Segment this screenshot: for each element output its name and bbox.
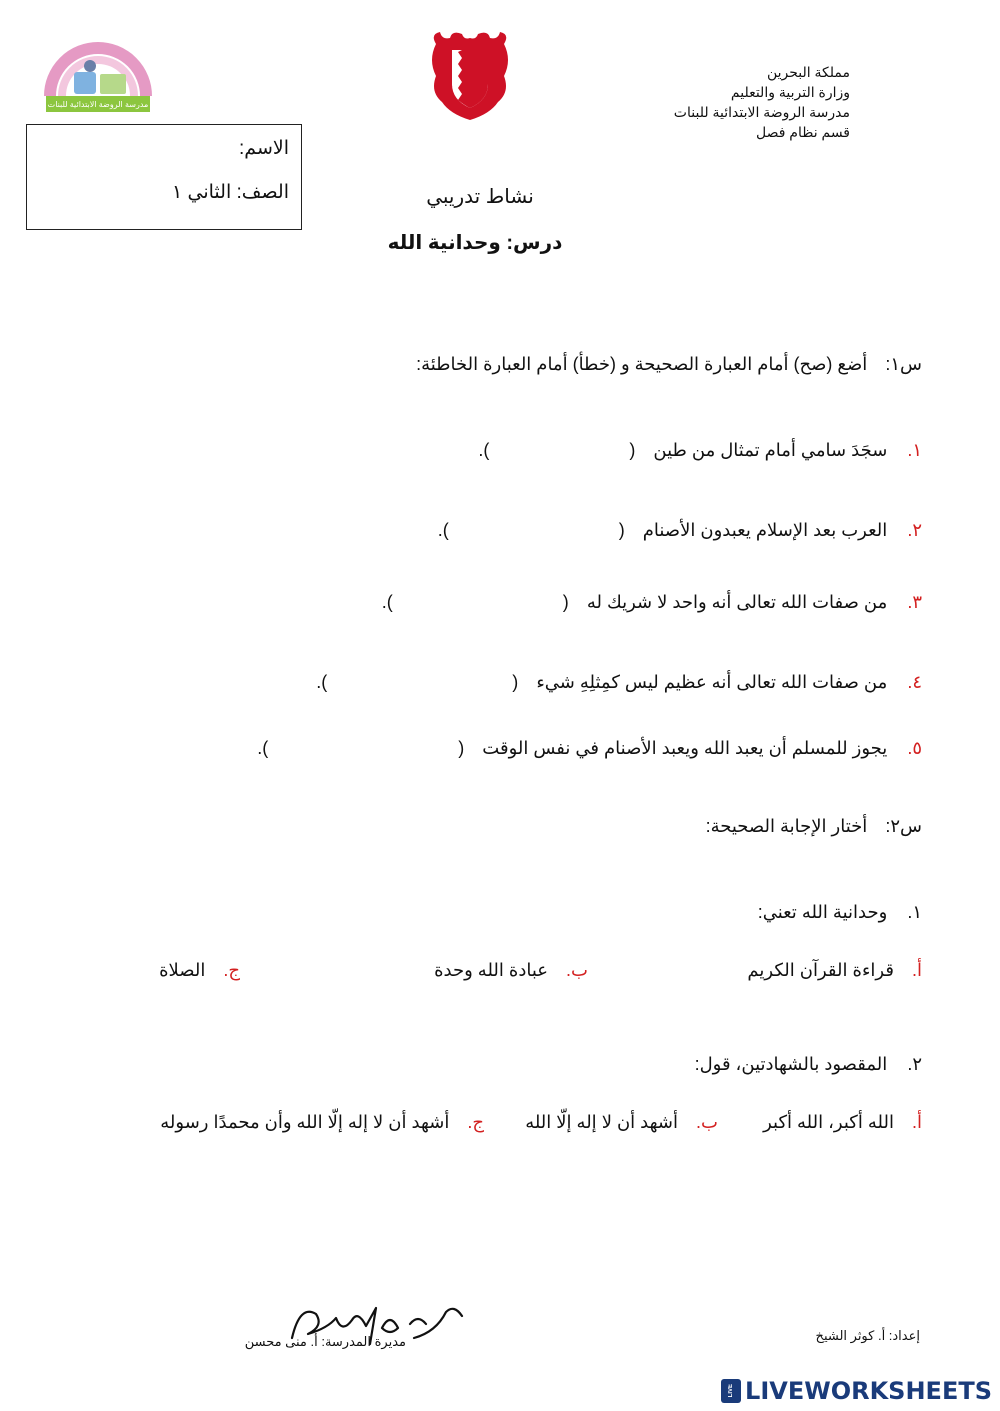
header-line-school: مدرسة الروضة الابتدائية للبنات — [673, 104, 850, 120]
q1-item-number: ٢. — [907, 520, 922, 540]
class-label: الصف: الثاني ١ — [172, 182, 289, 203]
option-text: أشهد أن لا إله إلّا الله — [525, 1112, 679, 1132]
option-letter: أ. — [911, 960, 922, 980]
q2-question-1 — [758, 902, 922, 923]
option-text: الله أكبر، الله أكبر — [763, 1112, 894, 1132]
signature — [286, 1298, 468, 1352]
q2-question-2 — [695, 1054, 922, 1075]
q1-heading — [416, 354, 922, 375]
option-letter: أ. — [911, 1112, 922, 1132]
q1-item-3 — [382, 592, 922, 613]
q2-question-text: وحدانية الله تعني: — [757, 902, 888, 922]
liveworksheets-watermark — [721, 1376, 992, 1406]
q2-question-number: ١. — [907, 902, 922, 922]
q1-item-1 — [478, 440, 922, 461]
q1-item-number: ١. — [907, 440, 922, 460]
q2-q2-option-c[interactable] — [160, 1112, 484, 1133]
q1-item-text: من صفات الله تعالى أنه واحد لا شريك له — [586, 592, 888, 612]
q2-q2-option-b[interactable] — [525, 1112, 718, 1133]
q1-item-2 — [438, 520, 922, 541]
prepared-by: إعداد: أ. كوثر الشيخ — [815, 1328, 920, 1343]
q1-prompt: أضع (صح) أمام العبارة الصحيحة و (خطأ) أمام العبارة الخاطئة: — [416, 354, 868, 374]
q2-heading — [706, 816, 922, 837]
q1-item-close-paren: ). — [381, 592, 393, 612]
q1-item-close-paren: ). — [257, 738, 269, 758]
option-text: قراءة القرآن الكريم — [747, 960, 894, 980]
q1-item-open-paren: ( — [512, 672, 519, 692]
q2-prompt: أختار الإجابة الصحيحة: — [705, 816, 868, 836]
q1-item-text: من صفات الله تعالى أنه عظيم ليس كمِثلِهِ شيء — [536, 672, 888, 692]
student-name-box — [26, 124, 302, 230]
q1-item-text: سجَدَ سامي أمام تمثال من طين — [653, 440, 888, 460]
q2-q1-option-c[interactable] — [159, 960, 240, 981]
q1-item-4 — [316, 672, 922, 693]
liveworksheets-badge — [721, 1379, 741, 1403]
q1-item-open-paren: ( — [618, 520, 625, 540]
q1-item-close-paren: ). — [316, 672, 328, 692]
header-line-kingdom: مملكة البحرين — [766, 64, 850, 80]
q2-q1-option-b[interactable] — [434, 960, 588, 981]
liveworksheets-badge-text: LIVE — [728, 1384, 735, 1398]
q1-item-number: ٣. — [907, 592, 922, 612]
option-letter: ج. — [467, 1112, 484, 1132]
q2-question-number: ٢. — [907, 1054, 922, 1074]
q1-item-text: العرب بعد الإسلام يعبدون الأصنام — [642, 520, 888, 540]
header-line-department: قسم نظام فصل — [755, 124, 850, 140]
school-logo-text: مدرسة الروضة الابتدائية للبنات — [47, 100, 149, 109]
q1-item-number: ٥. — [907, 738, 922, 758]
q1-item-close-paren: ). — [437, 520, 449, 540]
liveworksheets-text: LIVEWORKSHEETS — [745, 1377, 992, 1405]
school-logo — [44, 36, 152, 114]
header-line-ministry: وزارة التربية والتعليم — [730, 84, 850, 100]
q1-item-text: يجوز للمسلم أن يعبد الله ويعبد الأصنام في نفس الوقت — [482, 738, 888, 758]
q1-item-open-paren: ( — [562, 592, 569, 612]
q1-item-5 — [257, 738, 922, 759]
q2-q2-option-a[interactable] — [763, 1112, 922, 1133]
option-letter: ب. — [696, 1112, 718, 1132]
q1-item-open-paren: ( — [458, 738, 465, 758]
q1-item-close-paren: ). — [478, 440, 490, 460]
principal-name: مديرة المدرسة: أ. منى محسن — [244, 1334, 406, 1349]
name-label: الاسم: — [239, 138, 289, 159]
lesson-title: درس: وحدانية الله — [387, 232, 563, 254]
option-letter: ب. — [566, 960, 588, 980]
q1-label: س١: — [885, 354, 922, 374]
bahrain-emblem — [428, 30, 512, 122]
q2-q1-option-a[interactable] — [747, 960, 922, 981]
option-text: أشهد أن لا إله إلّا الله وأن محمدًا رسوله — [160, 1112, 450, 1132]
option-text: الصلاة — [159, 960, 206, 980]
q1-item-number: ٤. — [907, 672, 922, 692]
school-header — [530, 62, 850, 142]
q1-item-open-paren: ( — [629, 440, 636, 460]
q2-question-text: المقصود بالشهادتين، قول: — [694, 1054, 888, 1074]
q2-label: س٢: — [885, 816, 922, 836]
option-text: عبادة الله وحدة — [434, 960, 549, 980]
activity-title: نشاط تدريبي — [426, 186, 534, 208]
option-letter: ج. — [223, 960, 240, 980]
